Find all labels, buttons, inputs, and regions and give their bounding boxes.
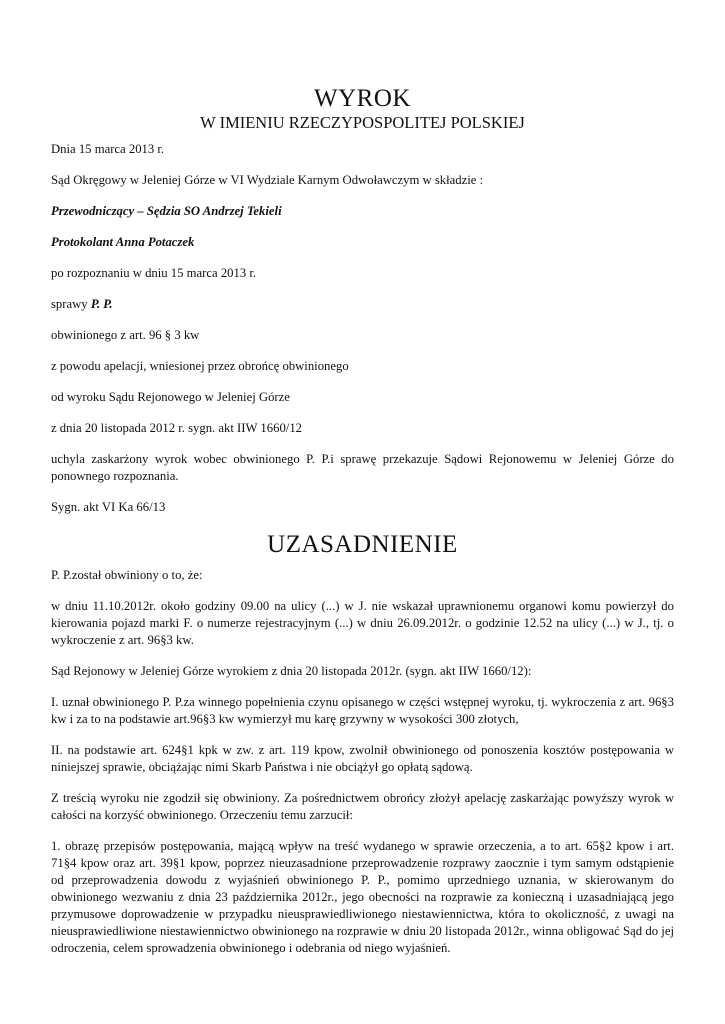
judgment-date-line: z dnia 20 listopada 2012 r. sygn. akt IIW 1660/12: [51, 421, 303, 435]
justification-paragraph: Sąd Rejonowy w Jeleniej Górze wyrokiem z dnia 20 listopada 2012r. (sygn. akt IIW 1660/12):: [51, 664, 532, 678]
case-party: P. P.: [90, 297, 113, 311]
justification-paragraph: II. na podstawie art. 624§1 kpk w zw. z art. 119 kpow, zwolnił obwinionego od ponoszenia kosztów postępowania w niniejszej sprawie, obciążając nimi Skarb Państwa i nie obciążył go opłatą sądową.: [51, 743, 674, 774]
case-line: [51, 296, 674, 313]
charged-line: obwinionego z art. 96 § 3 kw: [51, 328, 200, 342]
date-line: Dnia 15 marca 2013 r.: [51, 142, 165, 156]
case-prefix: sprawy: [51, 297, 91, 311]
justification-paragraph: Z treścią wyroku nie zgodził się obwiniony. Za pośrednictwem obrońcy złożył apelację zaskarżając powyższy wyrok w całości na korzyść obwinionego. Orzeczeniu temu zarzucił:: [51, 791, 674, 822]
document-title: WYROK: [314, 85, 411, 112]
hearing-line: po rozpoznaniu w dniu 15 marca 2013 r.: [51, 266, 257, 280]
case-signature: Sygn. akt VI Ka 66/13: [51, 500, 166, 514]
from-judgment-line: od wyroku Sądu Rejonowego w Jeleniej Górze: [51, 390, 290, 404]
ruling-paragraph: uchyla zaskarżony wyrok wobec obwinionego P. P.i sprawę przekazuje Sądowi Rejonowemu w Jeleniej Górze do ponownego rozpoznania.: [51, 452, 674, 483]
document-subtitle: W IMIENIU RZECZYPOSPOLITEJ POLSKIEJ: [200, 113, 525, 132]
justification-paragraph: 1. obrazę przepisów postępowania, mającą wpływ na treść wydanego w sprawie orzeczenia, a to art. 65§2 kpow i art. 71§4 kpow oraz art. 39§1 kpow, poprzez nieuzasadnione przeprowadzenie rozprawy zaocznie i tym samym odstąpienie od przeprowadzenia dowodu z wyjaśnień obwinionego P. P., pomimo uprzedniego uznania, w skierowanym do obwinionego wezwaniu z dnia 23 października 2012r., jego obecności na rozprawie za konieczną i uzasadniającą jego przymusowe doprowadzenie w przypadku nieusprawiedliwionego niestawiennictwa, która to okoliczność, z uwagi na nieusprawiedliwione niestawiennictwo obwinionego na rozprawie w dniu 20 listopada 2012r., winna obligować Sąd do jej odroczenia, celem sprowadzenia obwinionego i odebrania od niego wyjaśnień.: [51, 839, 674, 955]
appeal-line: z powodu apelacji, wniesionej przez obrońcę obwinionego: [51, 359, 349, 373]
justification-paragraph: w dniu 11.10.2012r. około godziny 09.00 na ulicy (...) w J. nie wskazał uprawnionemu organowi komu powierzył do kierowania pojazd marki F. o numerze rejestracyjnym (...) w dniu 26.09.2012r. o godzinie 12.52 na ulicy (...) w J., tj. o wykroczenie z art. 96§3 kw.: [51, 599, 674, 647]
justification-title: UZASADNIENIE: [267, 531, 458, 558]
justification-paragraph: P. P.został obwiniony o to, że:: [51, 568, 203, 582]
court-clerk: Protokolant Anna Potaczek: [51, 235, 195, 249]
court-line: Sąd Okręgowy w Jeleniej Górze w VI Wydziale Karnym Odwoławczym w składzie :: [51, 173, 484, 187]
presiding-judge: Przewodniczący – Sędzia SO Andrzej Tekieli: [51, 204, 282, 218]
justification-paragraph: I. uznał obwinionego P. P.za winnego popełnienia czynu opisanego w części wstępnej wyroku, tj. wykroczenia z art. 96§3 kw i za to na podstawie art.96§3 kw wymierzył mu karę grzywny w wysokości 300 złotych,: [51, 695, 674, 726]
document-page: [51, 85, 674, 971]
